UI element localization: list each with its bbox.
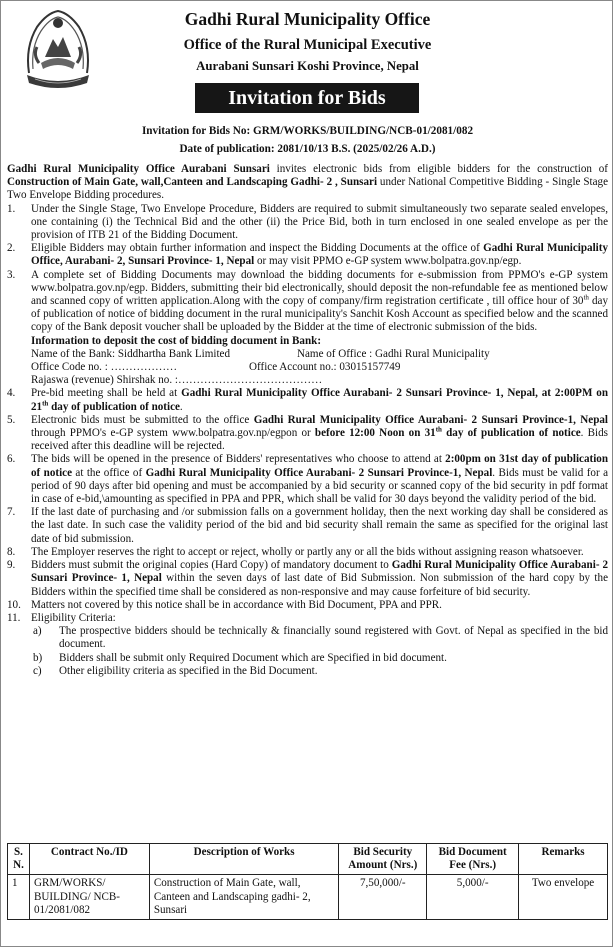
intro-work: Construction of Main Gate, wall,Canteen and Landscaping Gadhi- 2 , Sunsari: [7, 176, 378, 189]
list-item: [7, 559, 608, 599]
item-bold: Gadhi Rural Municipality Office, Aurabani- 2, Sunsari Province- 1, Nepal: [31, 242, 608, 268]
bank-info: [7, 335, 608, 388]
list-item: [7, 387, 608, 413]
office-name: Name of Office : Gadhi Rural Municipality: [297, 347, 490, 360]
table-row: [8, 875, 608, 920]
item-text: .: [179, 400, 183, 413]
publication-date: Date of publication: 2081/10/13 B.S. (2025/02/26 A.D.): [179, 143, 436, 155]
eligibility-letter: c): [33, 664, 42, 677]
office-address: Aurabani Sunsari Koshi Province, Nepal: [196, 59, 419, 73]
item-bold: day of publication of notice: [48, 400, 180, 413]
cell-bid-security: 7,50,000/-: [339, 875, 427, 920]
item-text: If the last date of purchasing and /or submission falls on a government holiday, then the next working day shall be considered as the last date. In such case the validity period of the bid and bid security shall remain the same as specified for the original last date of bid submission.: [31, 506, 608, 545]
item-number: 4.: [7, 387, 16, 400]
list-item: [7, 453, 608, 506]
item-number: 7.: [7, 506, 16, 519]
cell-sn: 1: [8, 875, 30, 920]
item-text: within the seven days of last date of Bid Submission. Non submission of the hard copy by the Bidders within the specified time shall be considered as non-responsive and may cause forfeiture of bid security.: [31, 572, 608, 598]
cell-document-fee: 5,000/-: [427, 875, 519, 920]
bids-table: [7, 843, 608, 920]
item-number: 6.: [7, 453, 16, 466]
bid-number: Invitation for Bids No: GRM/WORKS/BUILDING/NCB-01/2081/082: [141, 125, 474, 137]
nepal-emblem-icon: [23, 7, 93, 93]
header-description: Description of Works: [149, 844, 339, 875]
revenue-shirshak: Rajaswa (revenue) Shirshak no. :…………………………………: [31, 374, 323, 387]
bank-name: Name of the Bank: Siddhartha Bank Limited: [31, 347, 231, 360]
item-text: Matters not covered by this notice shall be in accordance with Bid Document, PPA and PPR.: [31, 598, 442, 611]
header-remarks: Remarks: [519, 844, 608, 875]
item-sup: th: [435, 425, 442, 434]
item-number: 10.: [7, 598, 21, 611]
account-number: Office Account no.: 03015157749: [249, 361, 401, 374]
office-code: Office Code no. : ………………: [31, 361, 178, 374]
header-sn: S. N.: [8, 844, 30, 875]
intro-paragraph: [7, 163, 608, 203]
intro-lead: Gadhi Rural Municipality Office Aurabani Sunsari: [7, 163, 270, 175]
item-number: 9.: [7, 559, 16, 572]
item-bold: Gadhi Rural Municipality Office Aurabani- 2 Sunsari Province- 1, Nepal, at 2:00PM on 21: [31, 387, 608, 413]
item-sup: th: [42, 398, 49, 407]
item-bold: 2:00pm on 31st day of publication of notice: [31, 453, 609, 479]
item-text: The Employer reserves the right to accept or reject, wholly or partly any or all the bids without assigning reason whatsoever.: [31, 545, 584, 558]
bank-heading: [31, 335, 608, 348]
cell-description: Construction of Main Gate, wall, Canteen and Landscaping gadhi- 2, Sunsari: [149, 875, 339, 920]
list-item: [7, 599, 608, 612]
eligibility-item: [7, 652, 608, 665]
executive-title: Office of the Rural Municipal Executive: [183, 37, 432, 53]
list-item: [7, 612, 608, 625]
header-document-fee: Bid Document Fee (Nrs.): [427, 844, 519, 875]
bank-heading-text: Information to deposit the cost of bidding document in Bank:: [31, 334, 322, 347]
item-text: day of publication of notice of bidding document in the rural municipality's Sanchit Kosh Account as specified below and the scanned copy of the Bank deposit voucher shall be uploaded by the Bidder at the time of electronic submission of the bids.: [31, 295, 609, 334]
item-text: through PPMO's e-GP system www.bolpatra.gov.np/egpon or: [31, 427, 315, 440]
bank-row: [31, 361, 608, 374]
item-text: A complete set of Bidding Documents may download the bidding documents for e-submission from PPMO's e-GP system www.bolpatra.gov.np/egp. Bidders, submitting their bid electronically, should deposit the non-refundable fee as mentioned below and scanned copy of written application.Along with the copy of company/firm registration certificate , till office hour of 30: [31, 268, 608, 308]
item-text: The bids will be opened in the presence of Bidders' representatives who choose to attend at: [31, 453, 446, 466]
item-text: Electronic bids must be submitted to the office: [31, 413, 254, 426]
item-bold: Gadhi Rural Municipality Office Aurabani- 2 Sunsari Province- 1, Nepal: [31, 559, 609, 585]
eligibility-text: The prospective bidders should be technically & financially sound registered with Govt. of Nepal as specified in the bid document.: [59, 625, 608, 651]
item-text: . Bids received after this deadline will be rejected.: [31, 427, 608, 453]
item-text: Under the Single Stage, Two Envelope Procedure, Bidders are required to submit simultaneously two separate sealed envelopes, one containing (i) the Technical Bid and the other (ii) the Price Bid, both in turn enclosed in one sealed envelope as per the provision of ITB 21 of the Bidding Document.: [31, 202, 608, 242]
item-number: 3.: [7, 268, 16, 281]
list-item: [7, 242, 608, 268]
invitation-banner: Invitation for Bids: [195, 83, 419, 113]
list-item: [7, 546, 608, 559]
list-item: [7, 414, 608, 454]
item-number: 11.: [7, 611, 21, 624]
item-number: 8.: [7, 545, 16, 558]
item-text: Eligible Bidders may obtain further information and inspect the Bidding Documents at the office of: [31, 242, 484, 255]
bank-row: [31, 374, 608, 387]
item-text: Bidders must submit the original copies (Hard Copy) of mandatory document to: [31, 559, 392, 572]
cell-remarks: Two envelope: [519, 875, 608, 920]
notice-body: [7, 163, 608, 678]
list-item: [7, 269, 608, 335]
item-text: at the office of: [72, 466, 146, 479]
item-text: Pre-bid meeting shall be held at: [31, 387, 182, 400]
item-sup: th: [583, 293, 589, 302]
item-text: or may visit PPMO e-GP system www.bolpatra.gov.np/egp.: [254, 255, 522, 268]
cell-contract: GRM/WORKS/ BUILDING/ NCB-01/2081/082: [29, 875, 149, 920]
eligibility-text: Bidders shall be submit only Required Document which are Specified in bid document.: [59, 651, 447, 664]
item-text: Eligibility Criteria:: [31, 611, 116, 624]
list-item: [7, 506, 608, 546]
list-item: [7, 203, 608, 243]
item-number: 5.: [7, 413, 16, 426]
item-bold: Gadhi Rural Municipality Office Aurabani- 2 Sunsari Province-1, Nepal: [253, 413, 609, 426]
eligibility-letter: a): [33, 625, 42, 638]
header-bid-security: Bid Security Amount (Nrs.): [339, 844, 427, 875]
eligibility-item: [7, 625, 608, 651]
item-text: . Bids must be valid for a period of 90 days after bid opening and must be accompanied by a bid security or scanned copy of the bid security in pdf format in case of e-bid,\amounting as specified in PPA and PPR, which shall be valid for 30 days beyond the validity period of the bid.: [31, 466, 608, 506]
bank-row: [31, 348, 608, 361]
eligibility-text: Other eligibility criteria as specified in the Bid Document.: [59, 664, 318, 677]
item-number: 1.: [7, 202, 16, 215]
header-contract: Contract No./ID: [29, 844, 149, 875]
item-bold: day of publication of notice: [441, 427, 581, 440]
office-title: Gadhi Rural Municipality Office: [184, 9, 431, 29]
table-header-row: [8, 844, 608, 875]
eligibility-item: [7, 665, 608, 678]
intro-text1: invites electronic bids from eligible bidders for the construction of: [269, 163, 608, 175]
intro-text2: under National Competitive Bidding - Single Stage Two Envelope Bidding procedures.: [7, 176, 608, 202]
item-number: 2.: [7, 242, 16, 255]
item-bold: before 12:00 Noon on 31: [314, 427, 436, 440]
item-bold: Gadhi Rural Municipality Office Aurabani- 2 Sunsari Province-1, Nepal: [145, 466, 493, 479]
eligibility-letter: b): [33, 651, 43, 664]
